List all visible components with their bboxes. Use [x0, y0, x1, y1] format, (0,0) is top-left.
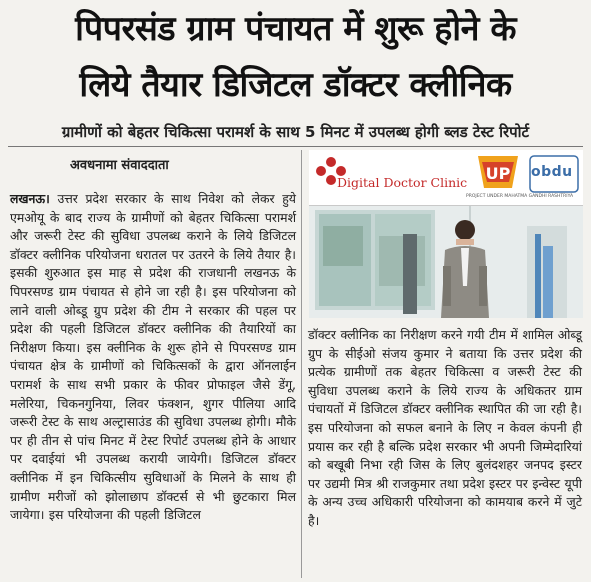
news-photo — [309, 150, 583, 318]
dateline: लखनऊ। — [10, 191, 50, 206]
byline: अवधनामा संवाददाता — [70, 158, 169, 173]
headline-line-2: लिये तैयार डिजिटल डॉक्टर क्लीनिक — [79, 65, 512, 105]
up-logo-text: UP — [485, 164, 511, 183]
up-emblem-logo-icon — [472, 152, 524, 192]
clinic-interior-scene — [309, 206, 583, 318]
article-text-right: डॉक्टर क्लीनिक का निरीक्षण करने गयी टीम में शामिल ओब्डू ग्रुप के सीईओ संजय कुमार ने बताया कि उत्तर प्रदेश की प्रत्येक ग्रामीणों तक बेहतर चिकित्सा व जरूरी टेस्ट की सुविधा उपलब्ध कराने के लिये राज्य के अधिकतर ग्राम पंचायतों में डिजिटल डॉक्टर क्लीनिक स्थापित की जा रही है। इस परियोजना को सफल बनाने के लिए न केवल कंपनी ही प्रयास कर रही है बल्कि प्रदेश सरकार भी अपनी जिम्मेदारियां को बखूबी निभा रही जिस के लिए बुलंदशहर जनपद इस्टर पर उद्यमी मित्र श्री राजकुमार तथा प्रदेश इस्टर पर इन्वेस्ट यूपी के अन्य उच्च अधिकारी परियोजना को कामयाब करने में जुटे है। — [308, 327, 582, 528]
column-divider — [301, 150, 302, 578]
obdu-logo-text: obdu — [531, 164, 573, 180]
article-column-left — [10, 190, 296, 525]
clinic-banner — [309, 150, 583, 206]
divider-rule — [8, 146, 583, 147]
banner-title: Digital Doctor Clinic — [337, 175, 468, 190]
headline-line-1: पिपरसंड ग्राम पंचायत में शुरू होने के — [75, 9, 516, 49]
up-caption: PROJECT UNDER MAHATMA GANDHI RASHTRIYA — [466, 194, 574, 199]
subheadline: ग्रामीणों को बेहतर चिकित्सा परामर्श के साथ 5 मिनट में उपलब्ध होगी ब्लड टेस्ट रिपोर्ट — [61, 123, 530, 141]
article-text-left: उत्तर प्रदेश सरकार के साथ निवेश को लेकर हुये एमओयू के बाद राज्य के ग्रामीणों को बेहतर चिकित्सा परामर्श और जरूरी टेस्ट की सुविधा उपलब्ध कराने के लिये डिजिटल डॉक्टर क्लीनिक परियोजना धरातल पर उतरने के लिये तैयार है। इसकी शुरुआत इस माह से प्रदेश की राजधानी लखनऊ के पिपरसण्ड ग्राम पंचायत से होने जा रही है। इस परियोजना को लाने वाली ओब्डू ग्रुप प्रदेश की टीम ने सरकार की पहल पर प्रदेश की पहली डिजिटल डॉक्टर क्लीनिक की तैयारियों का निरीक्षण किया। इस क्लीनिक के शुरू होने से पिपरसण्ड ग्राम पंचायत क्षेत्र के ग्रामीणों को चिकित्सकों के द्वारा ऑनलाईन परामर्श के साथ सभी प्रकार के फीवर प्रोफाइल जैसे डेंगू, मलेरिया, चिकनगुनिया, लिवर फंक्शन, शुगर पीलिया आदि जरूरी टेस्ट के साथ अल्ट्रासाउंड की सुविधा उपलब्ध होगी। मौके पर ही तीन से पांच मिनट में टेस्ट रिपोर्ट उपलब्ध होने के आधार पर दवाईयां भी उपलब्ध करायी जायेगी। डिजिटल डॉक्टर क्लीनिक में इन चिकित्सीय सुविधाओं के मिलने के साथ ही ग्रामीण मरीजों को झोलाछाप डॉक्टर्स से भी छुटकारा मिल जायेगा। इस परियोजना की पहली डिजिटल — [10, 191, 296, 523]
article-column-right — [308, 326, 582, 531]
